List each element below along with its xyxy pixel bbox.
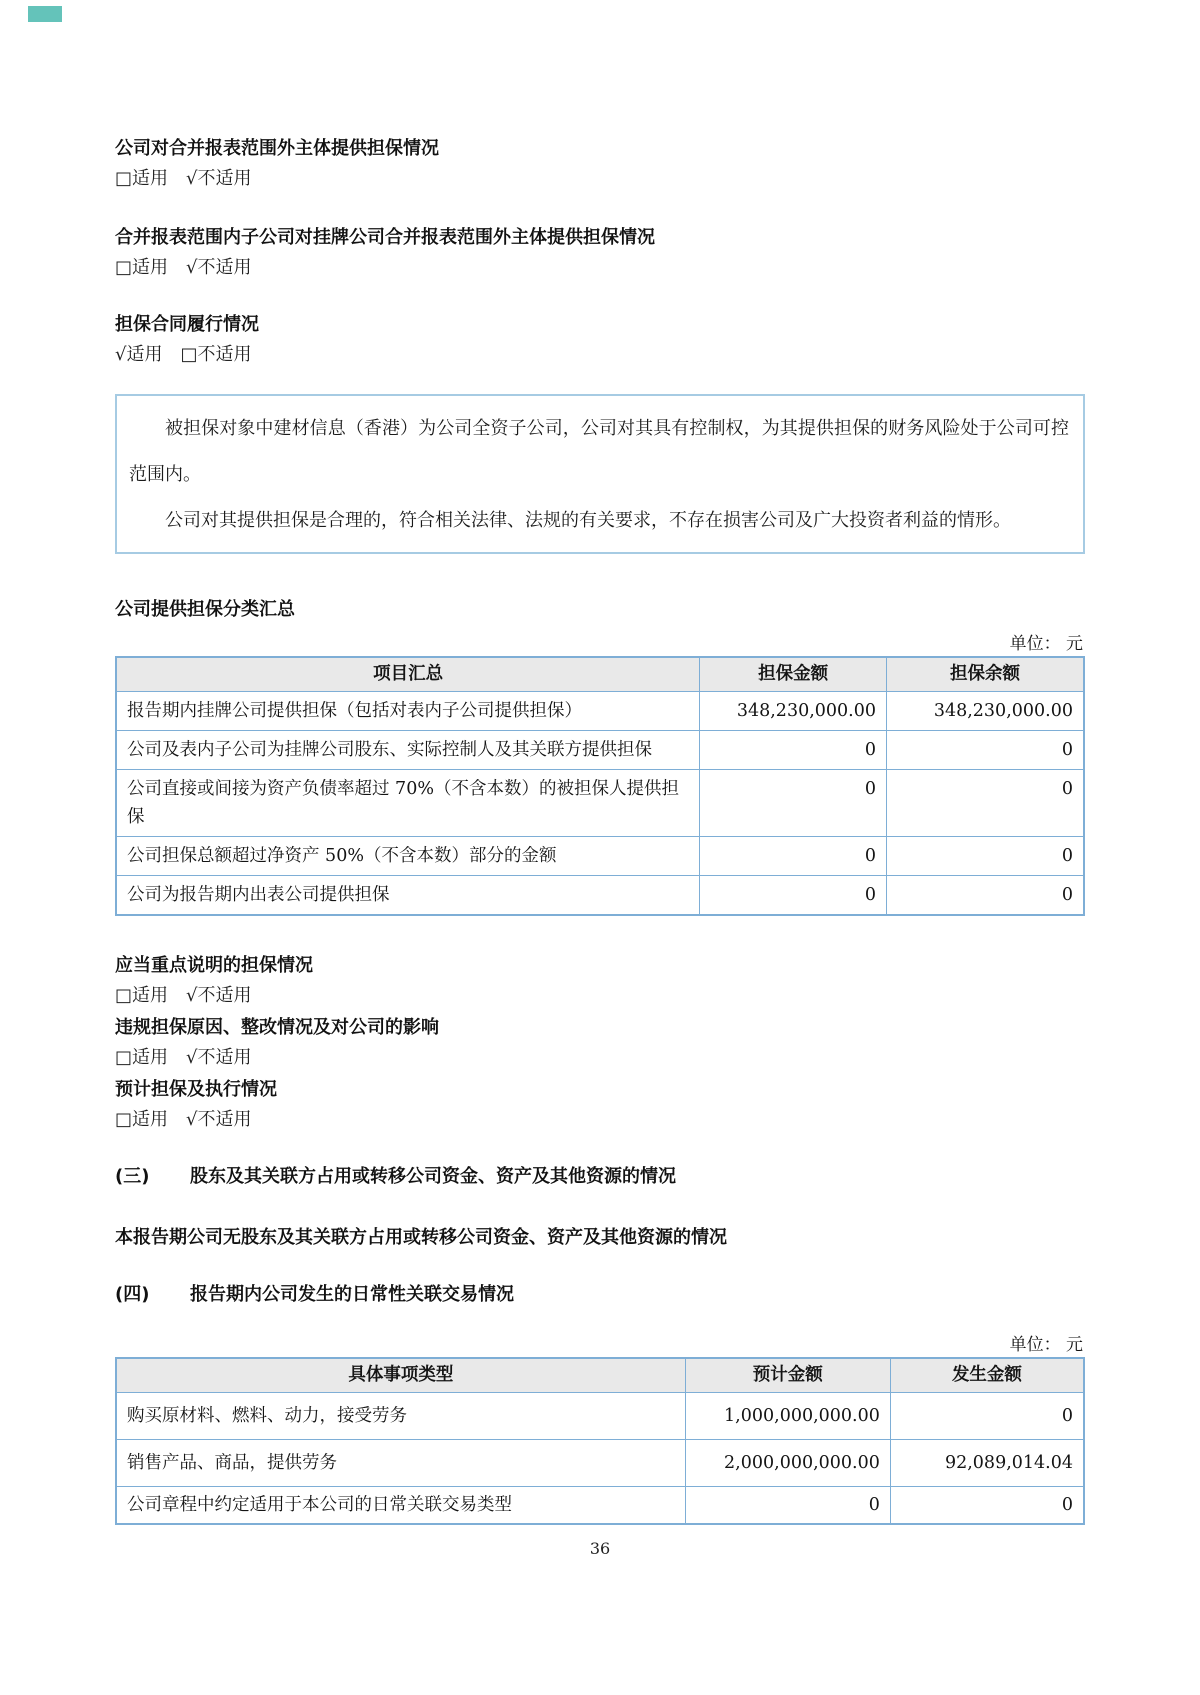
- table-row: [116, 1487, 1084, 1525]
- applicability-expected-guarantee: □适用 √不适用: [115, 1109, 252, 1130]
- cell-item: 公司直接或间接为资产负债率超过 70%（不含本数）的被担保人提供担保: [116, 770, 700, 837]
- cell-expected: 1,000,000,000.00: [685, 1393, 890, 1440]
- guarantee-note-box: [115, 394, 1085, 554]
- applicability-contract-performance: √适用 □不适用: [115, 344, 252, 365]
- cell-amount: 348,230,000.00: [700, 692, 887, 731]
- cell-balance: 0: [887, 731, 1084, 770]
- table-row: [116, 876, 1084, 916]
- cell-amount: 0: [700, 770, 887, 837]
- cell-amount: 0: [700, 731, 887, 770]
- col-header-type: 具体事项类型: [116, 1358, 685, 1393]
- cell-balance: 0: [887, 770, 1084, 837]
- table-header-row: [116, 1358, 1084, 1393]
- cell-item: 公司担保总额超过净资产 50%（不含本数）部分的金额: [116, 837, 700, 876]
- note-paragraph-2: 公司对其提供担保是合理的，符合相关法律、法规的有关要求，不存在损害公司及广大投资者利益的情形。: [165, 510, 1011, 531]
- heading-expected-guarantee: 预计担保及执行情况: [115, 1079, 277, 1100]
- cell-actual: 92,089,014.04: [890, 1440, 1084, 1487]
- note-paragraph-1: 被担保对象中建材信息（香港）为公司全资子公司，公司对其具有控制权，为其提供担保的财务风险处于公司可控范围内。: [129, 418, 1069, 485]
- table-row: [116, 692, 1084, 731]
- cell-actual: 0: [890, 1393, 1084, 1440]
- section-title: 股东及其关联方占用或转移公司资金、资产及其他资源的情况: [190, 1166, 676, 1187]
- no-occupation-statement: 本报告期公司无股东及其关联方占用或转移公司资金、资产及其他资源的情况: [115, 1227, 727, 1248]
- cell-balance: 0: [887, 876, 1084, 916]
- cell-amount: 0: [700, 837, 887, 876]
- col-header-expected: 预计金额: [685, 1358, 890, 1393]
- table-header-row: [116, 657, 1084, 692]
- cell-expected: 2,000,000,000.00: [685, 1440, 890, 1487]
- section-number: (四): [115, 1284, 150, 1305]
- cell-item: 报告期内挂牌公司提供担保（包括对表内子公司提供担保）: [116, 692, 700, 731]
- table-row: [116, 1440, 1084, 1487]
- heading-guarantee-classification: 公司提供担保分类汇总: [115, 599, 295, 620]
- cell-balance: 0: [887, 837, 1084, 876]
- table-row: [116, 770, 1084, 837]
- unit-label-1: 单位： 元: [1009, 634, 1083, 654]
- cell-expected: 0: [685, 1487, 890, 1525]
- cell-actual: 0: [890, 1487, 1084, 1525]
- heading-section-four: [115, 1283, 1085, 1306]
- page-number: 36: [589, 1539, 611, 1558]
- cell-item: 公司及表内子公司为挂牌公司股东、实际控制人及其关联方提供担保: [116, 731, 700, 770]
- col-header-actual: 发生金额: [890, 1358, 1084, 1393]
- heading-important-guarantee: 应当重点说明的担保情况: [115, 955, 313, 976]
- table-row: [116, 731, 1084, 770]
- table-row: [116, 1393, 1084, 1440]
- cell-balance: 348,230,000.00: [887, 692, 1084, 731]
- applicability-external-guarantee: □适用 √不适用: [115, 168, 252, 189]
- applicability-violation-guarantee: □适用 √不适用: [115, 1047, 252, 1068]
- col-header-amount: 担保金额: [700, 657, 887, 692]
- heading-subsidiary-guarantee: 合并报表范围内子公司对挂牌公司合并报表范围外主体提供担保情况: [115, 227, 655, 248]
- applicability-important-guarantee: □适用 √不适用: [115, 985, 252, 1006]
- unit-label-2: 单位： 元: [1009, 1335, 1083, 1355]
- table-row: [116, 837, 1084, 876]
- cell-type: 销售产品、商品，提供劳务: [116, 1440, 685, 1487]
- heading-contract-performance: 担保合同履行情况: [115, 314, 259, 335]
- cell-item: 公司为报告期内出表公司提供担保: [116, 876, 700, 916]
- cell-amount: 0: [700, 876, 887, 916]
- heading-external-guarantee: 公司对合并报表范围外主体提供担保情况: [115, 138, 439, 159]
- heading-violation-guarantee: 违规担保原因、整改情况及对公司的影响: [115, 1017, 439, 1038]
- col-header-item: 项目汇总: [116, 657, 700, 692]
- corner-mark: [28, 6, 62, 22]
- heading-section-three: [115, 1165, 1085, 1188]
- applicability-subsidiary-guarantee: □适用 √不适用: [115, 257, 252, 278]
- section-number: (三): [115, 1166, 150, 1187]
- cell-type: 购买原材料、燃料、动力，接受劳务: [116, 1393, 685, 1440]
- section-title: 报告期内公司发生的日常性关联交易情况: [190, 1284, 514, 1305]
- cell-type: 公司章程中约定适用于本公司的日常关联交易类型: [116, 1487, 685, 1525]
- guarantee-summary-table: [115, 656, 1085, 916]
- related-transactions-table: [115, 1357, 1085, 1525]
- col-header-balance: 担保余额: [887, 657, 1084, 692]
